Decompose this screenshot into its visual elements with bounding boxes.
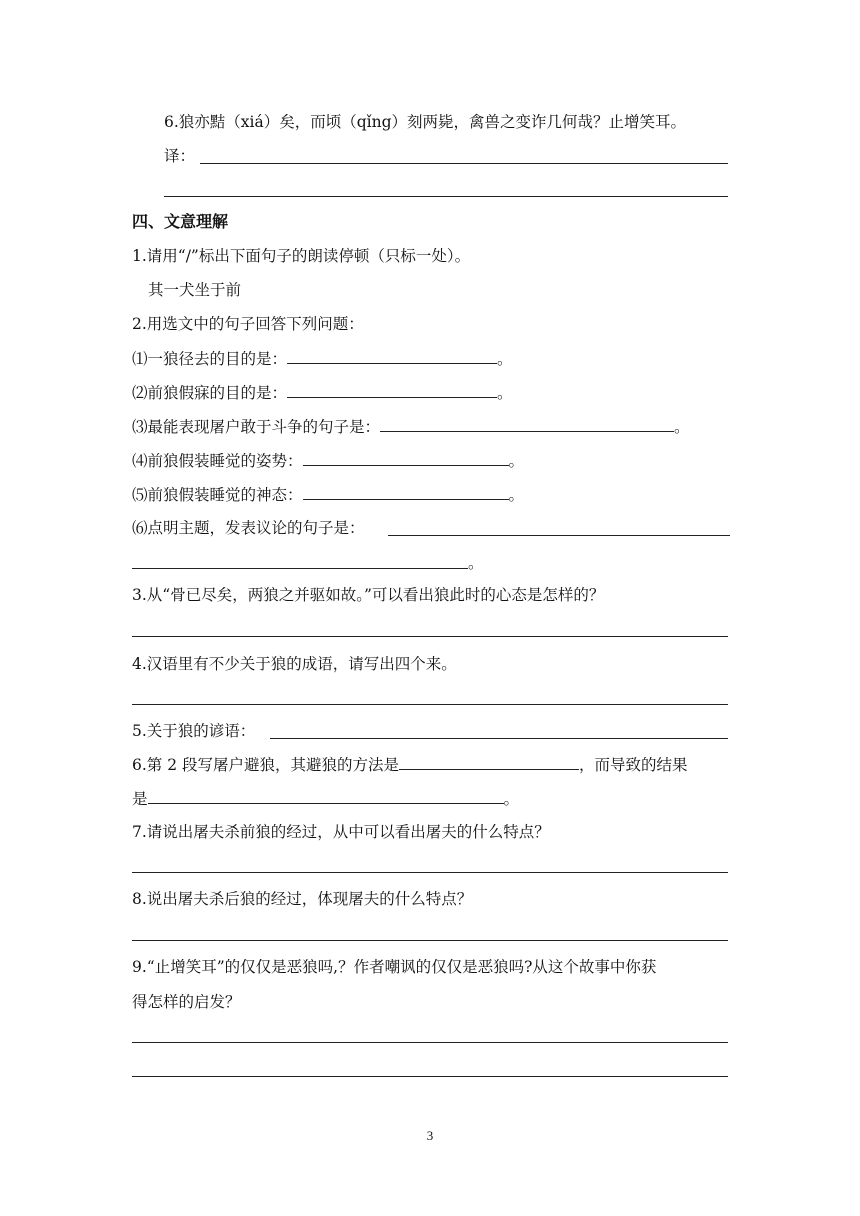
question-2-1 <box>132 347 513 370</box>
question-6 <box>132 753 688 776</box>
answer-blank[interactable] <box>148 787 504 804</box>
period: 。 <box>503 790 520 808</box>
question-5: 5.关于狼的谚语： <box>132 722 256 740</box>
question-7: 7.请说出屠夫杀前狼的经过，从中可以看出屠夫的什么特点？ <box>132 823 550 841</box>
answer-blank[interactable] <box>399 753 579 770</box>
translation-q6-text: 6.狼亦黠（xiá）矣，而顷（qǐng）刻两毙，禽兽之变诈几何哉？止增笑耳。 <box>164 113 687 131</box>
section-heading: 四、文意理解 <box>132 212 229 231</box>
answer-line[interactable] <box>388 535 730 536</box>
answer-blank[interactable] <box>287 381 497 398</box>
page-number: 3 <box>426 1128 434 1143</box>
answer-line[interactable] <box>164 196 728 197</box>
answer-blank[interactable] <box>287 347 497 364</box>
question-6-text-a: 6.第 2 段写屠户避狼，其避狼的方法是 <box>132 756 400 774</box>
period: 。 <box>508 486 525 504</box>
answer-line[interactable] <box>132 940 728 941</box>
period: 。 <box>497 384 513 402</box>
question-2-6 <box>132 517 365 539</box>
answer-line[interactable] <box>132 1042 728 1043</box>
answer-line[interactable] <box>270 738 728 739</box>
question-2-4 <box>132 449 524 472</box>
period: 。 <box>508 452 525 470</box>
question-2-4-text: ⑷前狼假装睡觉的姿势： <box>132 452 303 470</box>
question-9-cont: 得怎样的启发？ <box>132 993 241 1011</box>
question-2-3-text: ⑶最能表现屠户敢于斗争的句子是： <box>132 418 381 436</box>
question-4: 4.汉语里有不少关于狼的成语，请写出四个来。 <box>132 655 457 673</box>
question-2-2 <box>132 381 513 404</box>
answer-line[interactable] <box>132 872 728 873</box>
answer-line[interactable] <box>132 636 728 637</box>
period: 。 <box>468 554 484 572</box>
period: 。 <box>674 418 690 436</box>
question-6-cont <box>132 787 519 810</box>
answer-blank[interactable] <box>303 483 509 500</box>
question-1: 1.请用“/”标出下面句子的朗读停顿（只标一处）。 <box>132 247 471 265</box>
answer-blank[interactable] <box>380 415 674 432</box>
question-2-2-text: ⑵前狼假寐的目的是： <box>132 384 288 402</box>
question-3: 3.从“骨已尽矣，两狼之并驱如故。”可以看出狼此时的心态是怎样的？ <box>132 586 605 604</box>
question-2-3 <box>132 415 690 438</box>
answer-line[interactable] <box>132 1076 728 1077</box>
question-2-5 <box>132 483 524 506</box>
question-6-text-b: ，而导致的结果 <box>579 756 688 774</box>
question-2-5-text: ⑸前狼假装睡觉的神态： <box>132 486 303 504</box>
question-2-6-text: ⑹点明主题，发表议论的句子是： <box>132 519 365 537</box>
question-8: 8.说出屠夫杀后狼的经过，体现屠夫的什么特点？ <box>132 890 473 908</box>
question-2: 2.用选文中的句子回答下列问题： <box>132 315 364 333</box>
question-6-text-c: 是 <box>132 790 148 808</box>
answer-line[interactable] <box>200 163 728 164</box>
answer-line[interactable] <box>132 568 468 569</box>
answer-line[interactable] <box>132 704 728 705</box>
translation-q6-label: 译： <box>164 147 196 165</box>
answer-blank[interactable] <box>303 449 509 466</box>
question-1-sentence: 其一犬坐于前 <box>148 281 242 299</box>
question-2-1-text: ⑴一狼径去的目的是： <box>132 350 288 368</box>
question-9: 9.“止增笑耳”的仅仅是恶狼吗,？作者嘲讽的仅仅是恶狼吗?从这个故事中你获 <box>132 958 657 976</box>
period: 。 <box>497 350 513 368</box>
